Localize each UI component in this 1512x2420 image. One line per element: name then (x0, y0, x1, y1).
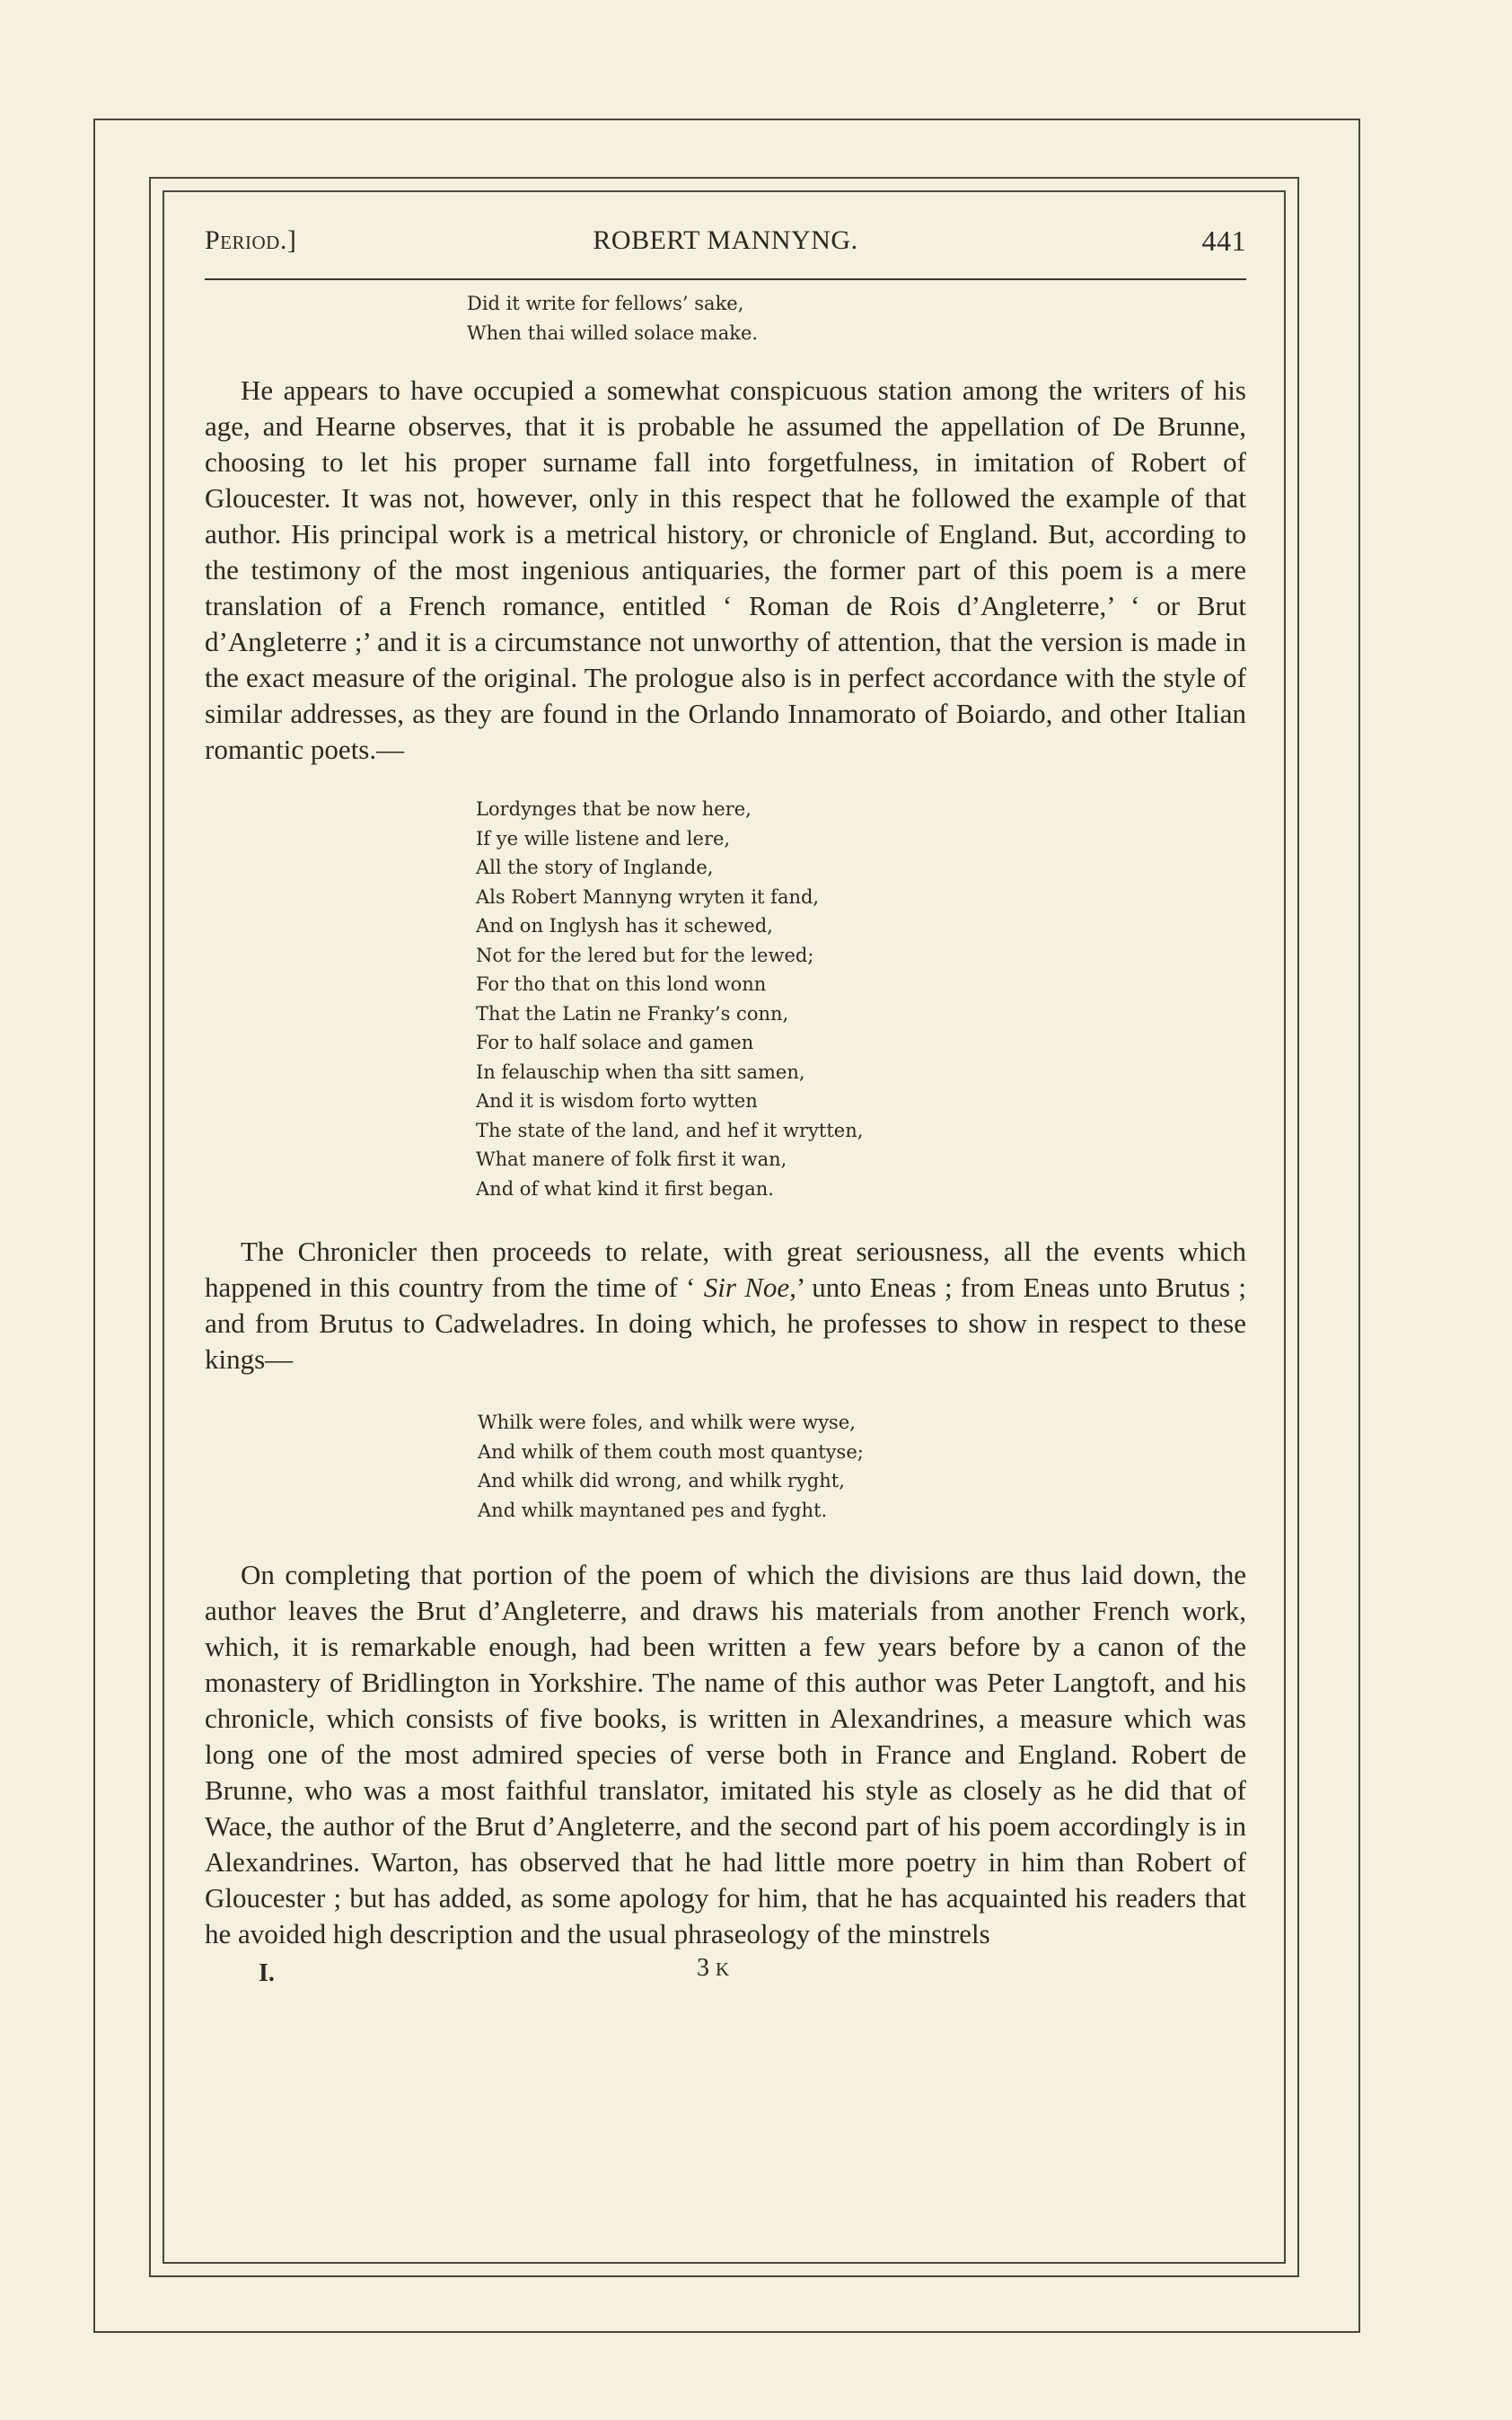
verse-line: Whilk were foles, and whilk were wyse, (478, 1412, 856, 1433)
paragraph-text: ’ unto Eneas ; from Eneas unto Brutus ; and from Brutus to Cadweladres. In doing which, he professes to show in respect to these kings— (205, 1272, 1246, 1375)
verse-line: For tho that on this lond wonn (476, 973, 767, 995)
verse-line: And whilk did wrong, and whilk ryght, (478, 1470, 845, 1492)
verse-line: Als Robert Mannyng wryten it fand, (476, 885, 820, 908)
verse-line: And it is wisdom forto wytten (476, 1090, 758, 1112)
verse-line: And on Inglysh has it schewed, (476, 915, 773, 937)
verse-line: That the Latin ne Franky’s conn, (476, 1002, 789, 1025)
verse-quotation (467, 289, 1246, 348)
page-body (205, 216, 1246, 1990)
running-head-section: Period.] (205, 225, 297, 255)
verse-line: For to half solace and gamen (476, 1032, 754, 1053)
verse-line: In felauschip when tha sitt samen, (476, 1060, 805, 1083)
verse-line: The state of the land, and hef it wrytten, (476, 1119, 864, 1141)
paragraph-text: The Chronicler then proceeds to relate, with great seriousness, all the events which happened in this country from the time of ‘ (205, 1236, 1246, 1303)
italic-phrase: Sir Noe, (703, 1272, 796, 1303)
verse-line: When thai willed solace make. (467, 321, 759, 344)
header-rule (205, 278, 1246, 280)
signature-mark (697, 1954, 729, 1983)
paragraph: He appears to have occupied a somewhat conspicuous station among the writers of his age, and Hearne observes, that it is probable he assumed the appellation of De Brunne, choosing to let his proper surname fall into forgetfulness, in imitation of Robert of Gloucester. It was not, however, only in this respect that he followed the example of that author. His principal work is a metrical history, or chronicle of England. But, according to the testimony of the most ingenious antiquaries, the former part of this poem is a mere translation of a French romance, entitled ‘ Roman de Rois d’Angleterre,’ ‘ or Brut d’Angleterre ;’ and it is a circumstance not unworthy of attention, that the version is made in the exact measure of the original. The prologue also is in perfect accordance with the style of similar addresses, as they are found in the Orlando Innamorato of Boiardo, and other Italian romantic poets.— (205, 374, 1246, 765)
signature-number: 3 (697, 1954, 709, 1982)
verse-line: Lordynges that be now here, (476, 798, 752, 820)
volume-mark: I. (259, 1959, 275, 1987)
page-footer (205, 1954, 1246, 1990)
signature-letter: K (716, 1958, 730, 1980)
verse-line: And whilk of them couth most quantyse; (478, 1440, 864, 1463)
verse-line: What manere of folk first it wan, (476, 1148, 787, 1170)
paragraph (205, 1234, 1246, 1377)
paragraph: On completing that portion of the poem of which the divisions are thus laid down, the author leaves the Brut d’Angleterre, and draws his materials from another French work, which, it is remarkable enough, had been written a few years before by a canon of the monastery of Bridlington in Yorkshire. The name of this author was Peter Langtoft, and his chronicle, which consists of five books, is written in Alexandrines, a measure which was long one of the most admired species of verse both in France and England. Robert de Brunne, who was a most faithful translator, imitated his style as closely as he did that of Wace, the author of the Brut d’Angleterre, and the second part of his poem accordingly is in Alexandrines. Warton, has observed that he had little more poetry in him than Robert of Gloucester ; but has added, as some apology for him, that he has acquainted his readers that he avoided high description and the usual phraseology of the minstrels (205, 1559, 1246, 1949)
running-head (205, 216, 1246, 266)
verse-line: Did it write for fellows’ sake, (467, 293, 744, 314)
verse-line: And whilk mayntaned pes and fyght. (478, 1499, 828, 1521)
verse-line: And of what kind it first began. (476, 1177, 774, 1200)
page-number: 441 (1201, 224, 1246, 257)
verse-quotation (478, 1408, 1246, 1525)
running-head-title: ROBERT MANNYNG. (593, 225, 858, 255)
verse-line: If ye wille listene and lere, (476, 827, 731, 849)
verse-line: All the story of Inglande, (476, 857, 714, 878)
verse-line: Not for the lered but for the lewed; (476, 944, 814, 966)
verse-quotation (476, 795, 1246, 1203)
